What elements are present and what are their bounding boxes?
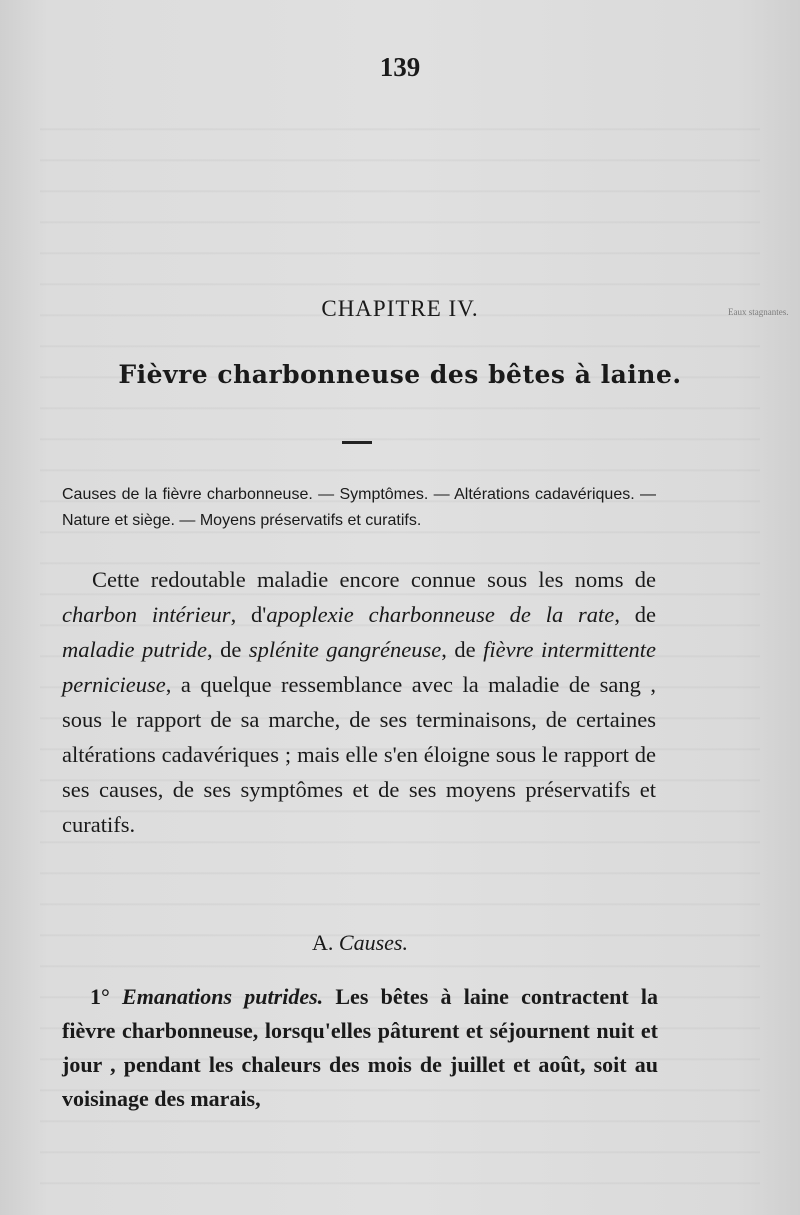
text-run: , de bbox=[614, 602, 657, 627]
text-run: Cette redoutable maladie encore connue sous les noms de bbox=[92, 567, 656, 592]
chapter-summary: Causes de la fièvre charbonneuse. — Symptômes. — Altérations cadavériques. — Nature et siège. — Moyens préservatifs et curatifs. bbox=[62, 486, 656, 529]
page-number: 139 bbox=[379, 52, 421, 82]
text-run: , de bbox=[441, 637, 484, 662]
chapter-subtitle: Fièvre charbonneuse des bêtes à laine. bbox=[118, 360, 682, 389]
text-run: , d' bbox=[230, 602, 267, 627]
section-title: Causes. bbox=[338, 930, 408, 955]
italic-term: splénite gangréneuse bbox=[248, 637, 442, 662]
chapter-title: CHAPITRE IV. bbox=[321, 296, 479, 321]
text-run: , de bbox=[206, 637, 249, 662]
section-divider bbox=[342, 441, 372, 444]
italic-term: apoplexie charbonneuse de la rate bbox=[266, 602, 615, 627]
section-heading bbox=[0, 930, 720, 956]
italic-term: fièvre intermittente pernicieuse bbox=[62, 637, 656, 697]
margin-note: Eaux stagnantes. bbox=[728, 307, 789, 317]
paragraph-intro bbox=[62, 562, 656, 842]
item-number: 1° bbox=[90, 984, 123, 1009]
text-run: Les bêtes à laine contractent la fièvre charbonneuse, lorsqu'elles pâturent et séjournent nuit et jour , pendant les chaleurs des mois de juillet et août, soit au voisinage des marais, bbox=[62, 984, 659, 1111]
section-letter: A. bbox=[312, 930, 334, 955]
italic-term: maladie putride bbox=[62, 637, 207, 662]
italic-term: charbon intérieur bbox=[62, 602, 231, 627]
paragraph-causes bbox=[62, 980, 658, 1116]
italic-term: Emanations putrides. bbox=[122, 984, 324, 1009]
text-run: , a quelque ressemblance avec la maladie de sang , sous le rapport de sa marche, de ses terminaisons, de certaines altérations cadavériques ; mais elle s'en éloigne sous le rapport de ses causes, de ses symptômes et de ses moyens préservatifs et curatifs. bbox=[62, 672, 656, 837]
